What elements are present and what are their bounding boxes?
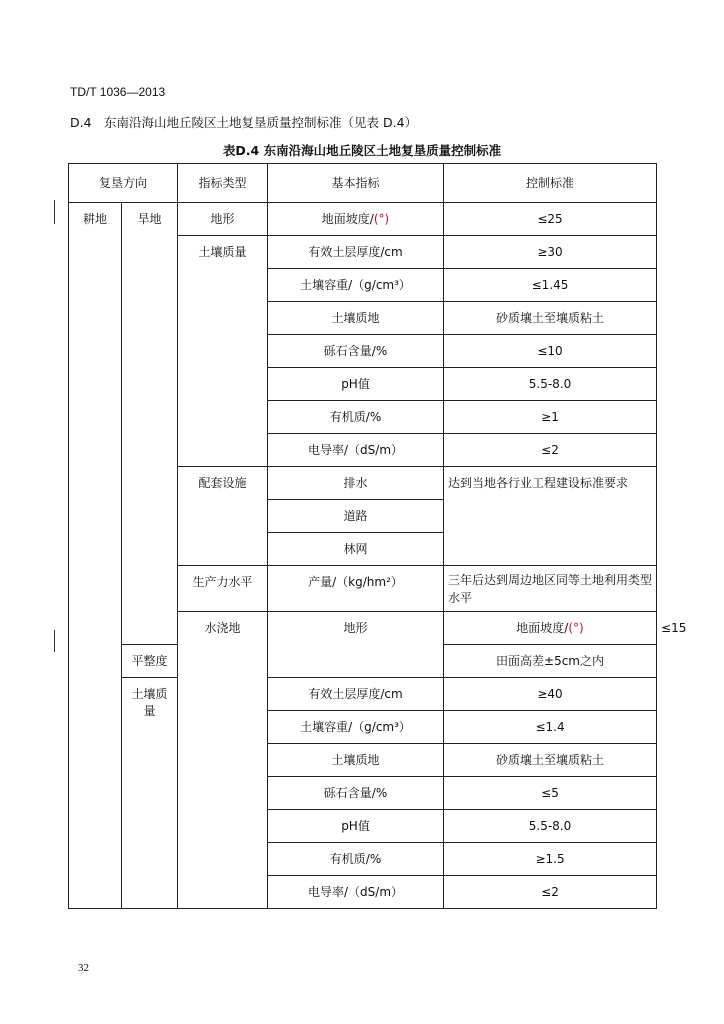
value-cell: ≤2 bbox=[444, 434, 657, 467]
category-productivity: 生产力水平 bbox=[178, 566, 268, 612]
subtype-irrigated: 水浇地 bbox=[178, 612, 268, 909]
value-cell: ≤1.45 bbox=[444, 269, 657, 302]
value-cell: ≥1.5 bbox=[444, 843, 657, 876]
table-row bbox=[69, 203, 657, 236]
value-cell: ≥1 bbox=[444, 401, 657, 434]
value-cell: 砂质壤土至壤质粘土 bbox=[444, 744, 657, 777]
table-header-row bbox=[69, 164, 657, 203]
value-cell: ≤1.4 bbox=[444, 711, 657, 744]
value-cell: 5.5-8.0 bbox=[444, 368, 657, 401]
indicator-cell: 土壤容重/（g/cm³） bbox=[268, 269, 444, 302]
indicator-cell: 有机质/% bbox=[268, 843, 444, 876]
value-cell: 田面高差±5cm之内 bbox=[444, 645, 657, 678]
indicator-cell: 平整度 bbox=[122, 645, 178, 678]
indicator-cell: 道路 bbox=[268, 500, 444, 533]
table-row bbox=[69, 678, 657, 711]
land-use-cell: 耕地 bbox=[69, 203, 122, 909]
quality-control-table bbox=[68, 163, 687, 909]
page-number: 32 bbox=[78, 962, 89, 974]
header-basic-indicator: 基本指标 bbox=[268, 164, 444, 203]
indicator-cell: 电导率/（dS/m） bbox=[268, 876, 444, 909]
value-cell: ≥30 bbox=[444, 236, 657, 269]
value-cell: 5.5-8.0 bbox=[444, 810, 657, 843]
standard-code: TD/T 1036—2013 bbox=[70, 85, 166, 99]
header-indicator-type: 指标类型 bbox=[178, 164, 268, 203]
indicator-cell: 产量/（kg/hm²） bbox=[268, 566, 444, 612]
category-soil: 土壤质量 bbox=[122, 678, 178, 909]
value-cell: ≥40 bbox=[444, 678, 657, 711]
indicator-cell: 土壤质地 bbox=[268, 744, 444, 777]
header-direction: 复垦方向 bbox=[69, 164, 178, 203]
indicator-cell: 有机质/% bbox=[268, 401, 444, 434]
indicator-cell: 电导率/（dS/m） bbox=[268, 434, 444, 467]
category-terrain: 地形 bbox=[178, 203, 268, 236]
indicator-cell: 砾石含量/% bbox=[268, 335, 444, 368]
table-row: 水浇地 地形 地面坡度/(°) ≤15 bbox=[69, 612, 657, 645]
indicator-cell: 林网 bbox=[268, 533, 444, 566]
revision-bar bbox=[54, 200, 55, 224]
value-cell: 三年后达到周边地区同等土地利用类型水平 bbox=[444, 566, 657, 612]
revision-bar bbox=[54, 630, 55, 652]
indicator-cell: 地面坡度/(°) bbox=[444, 612, 657, 645]
indicator-cell: pH值 bbox=[268, 368, 444, 401]
value-cell: ≤5 bbox=[444, 777, 657, 810]
indicator-cell: 有效土层厚度/cm bbox=[268, 678, 444, 711]
indicator-cell: pH值 bbox=[268, 810, 444, 843]
indicator-cell: 土壤质地 bbox=[268, 302, 444, 335]
slope-unit: (°) bbox=[568, 620, 584, 635]
category-soil: 土壤质量 bbox=[178, 236, 268, 467]
slope-unit: (°) bbox=[373, 211, 390, 226]
value-cell: 砂质壤土至壤质粘土 bbox=[444, 302, 657, 335]
value-cell: ≤10 bbox=[444, 335, 657, 368]
category-facilities: 配套设施 bbox=[178, 467, 268, 566]
table-title: 表D.4 东南沿海山地丘陵区土地复垦质量控制标准 bbox=[222, 143, 502, 158]
header-control-standard: 控制标准 bbox=[444, 164, 657, 203]
indicator-cell: 地面坡度/(°) bbox=[268, 203, 444, 236]
category-terrain: 地形 bbox=[268, 612, 444, 678]
indicator-cell: 砾石含量/% bbox=[268, 777, 444, 810]
section-heading: D.4 东南沿海山地丘陵区土地复垦质量控制标准（见表 D.4） bbox=[70, 115, 418, 130]
indicator-cell: 有效土层厚度/cm bbox=[268, 236, 444, 269]
indicator-cell: 排水 bbox=[268, 467, 444, 500]
subtype-dryland: 旱地 bbox=[122, 203, 178, 645]
value-cell: ≤2 bbox=[444, 876, 657, 909]
indicator-cell: 土壤容重/（g/cm³） bbox=[268, 711, 444, 744]
facilities-value-cell: 达到当地各行业工程建设标准要求 bbox=[444, 467, 657, 566]
value-cell: ≤25 bbox=[444, 203, 657, 236]
